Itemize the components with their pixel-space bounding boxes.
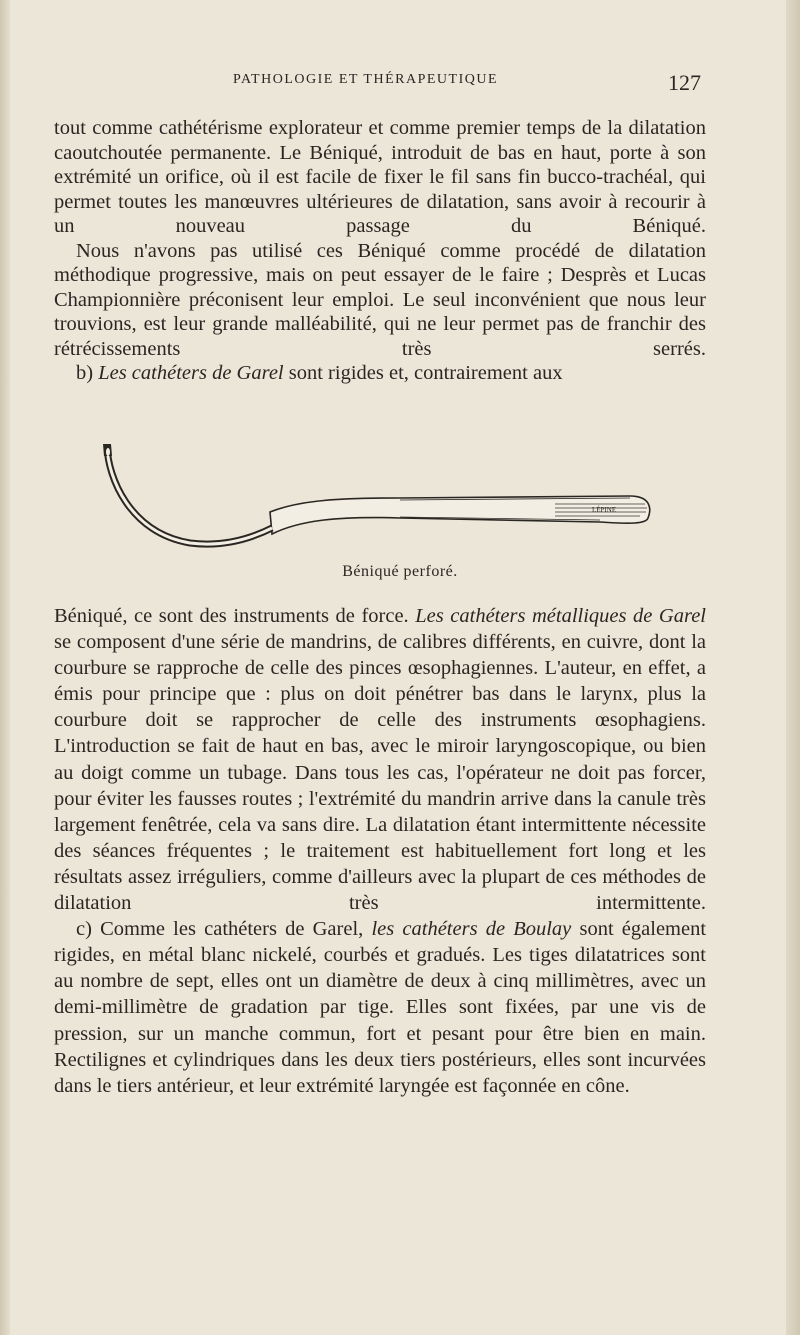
paragraph-4-text-b: se composent d'une série de mandrins, de calibres différents, en cuivre, dont la courbure se rapproche de celle des pinces œsophagiennes. L'auteur, en effet, a émis pour principe que : plus on doit pénétrer bas dans le larynx, plus la courbure doit se rapprocher de celle des instruments œsophagiens. L'introduction se fait de haut en bas, avec le miroir laryngoscopique, ou bien au doigt comme un tubage. Dans tous les cas, l'opérateur ne doit pas forcer, pour éviter les fausses routes ; l'extrémité du mandrin arrive dans la canule très largement fenêtrée, cela va sans dire. La dilatation étant intermittente nécessite des séances fréquentes ; le traitement est habituellement fort long et les résultats assez irréguliers, comme d'ailleurs avec la plupart de ces méthodes de dilatation très intermittente. [54, 631, 706, 915]
italic-term-boulay: les cathéters de Boulay [371, 918, 572, 941]
paragraph-4 [54, 603, 706, 916]
paragraph-5-text-a: Comme les cathéters de Garel, [100, 918, 364, 941]
beniqué-figure [100, 438, 660, 558]
beniqué-instrument-illustration [100, 438, 660, 558]
maker-mark: LÉPINE [592, 506, 617, 514]
figure-caption: Béniqué perforé. [342, 563, 458, 580]
running-head: PATHOLOGIE ET THÉRAPEUTIQUE [233, 72, 499, 87]
page-edge-shadow [786, 0, 800, 1335]
paragraph-3-text: sont rigides et, contrairement aux [288, 362, 563, 384]
italic-term-metalliques: Les cathéters métalliques de Garel [415, 605, 706, 627]
paragraph-1: tout comme cathétérisme explorateur et comme premier temps de la dilatation caoutchoutée permanente. Le Béniqué, introduit de bas en haut, porte à son extrémité un orifice, où il est facile de fixer le fil sans fin bucco-trachéal, qui permet toutes les manœuvres ultérieures de dilatation, sans avoir à recourir à un nouveau passage du Béniqué. [54, 117, 706, 237]
italic-term-garel: Les cathéters de Garel [98, 362, 284, 384]
page-number: 127 [668, 70, 701, 95]
paragraph-3 [54, 361, 706, 386]
paragraph-5-text-b: sont également rigides, en métal blanc nickelé, courbés et gradués. Les tiges dilatatrices sont au nombre de sept, elles ont un diamètre de deux à cinq millimètres, avec un demi-millimètre de gradation par tige. Elles sont fixées, par une vis de pression, sur un manche commun, fort et pesant pour être bien en main. Rectilignes et cylindriques dans les deux tiers postérieurs, elles sont incurvées dans le tiers antérieur, et leur extrémité laryngée est façonnée en cône. [54, 918, 707, 1097]
paragraph-2: Nous n'avons pas utilisé ces Béniqué comme procédé de dilatation méthodique progressive, mais on peut essayer de le faire ; Desprès et Lucas Championnière préconisent leur emploi. Le seul inconvénient que nous leur trouvions, est leur grande malléabilité, qui ne leur permet pas de franchir des rétrécissements très serrés. [54, 239, 706, 360]
paragraph-5 [54, 916, 706, 1099]
paragraph-4-text-a: Béniqué, ce sont des instruments de force. [54, 605, 409, 627]
list-marker-b: b) [76, 362, 94, 384]
page-gutter-shadow [0, 0, 10, 1335]
text-block-top [54, 116, 706, 386]
text-block-bottom [54, 603, 706, 1099]
list-marker-c: c) [76, 918, 92, 941]
